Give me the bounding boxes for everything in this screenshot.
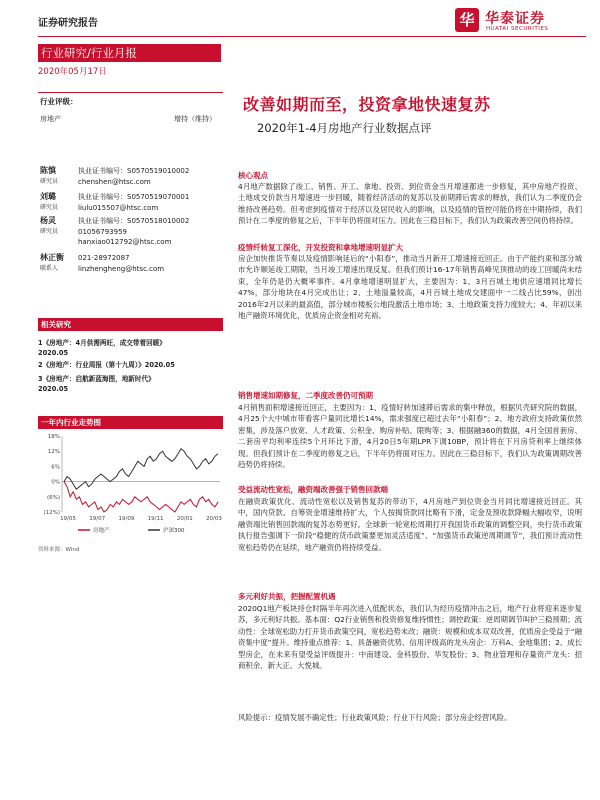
paragraph: 4月销售面积增速接近回正，主要因为：1、疫情好转加速滞后需求的集中释放，根据贝壳研究院的数据，4月25个大中城市带看客户量同比增长14%，需求强度已超过去年“小阳春”；2、地方政府支持政策依然密集，涉及落户放宽、人才政策、公积金、购房补贴、限购等；3、根据融360的数据，4月全国首套房、二套房平均利率连续5个月环比下滑，4月20日5年期LPR下调10BP，预计将在下月房贷利率上继续体现。但我们预计在二季度的修复之后，下半年仍将面对压力。因此在三稳目标下，我们认为政策调期改善趋势仍将持续。 [238, 403, 582, 470]
risk-warning [238, 712, 582, 723]
series-line-realestate [64, 482, 218, 512]
section-heading: 核心观点 [238, 171, 268, 180]
y-tick-label: 12% [47, 449, 60, 456]
y-tick-label: (6%) [46, 494, 60, 501]
analyst-role: 研究员 [40, 178, 59, 185]
y-tick-label: 18% [47, 434, 60, 440]
analyst-role: 联系人 [40, 265, 59, 272]
section-body [238, 253, 582, 321]
analyst-email[interactable]: chenshen@htsc.com [78, 177, 151, 186]
legend-label: 房地产 [93, 528, 110, 534]
report-title: 改善如期而至，投资拿地快速复苏 [243, 95, 491, 114]
analyst-role: 研究员 [40, 204, 59, 211]
section-heading: 多元利好共振，把握配置机遇 [238, 592, 336, 601]
analyst-name: 林正衡 [40, 253, 64, 262]
logo-name-cn: 华泰证券 [485, 11, 545, 27]
analyst-email[interactable]: liulu015507@htsc.com [78, 203, 159, 212]
section-body [238, 402, 582, 470]
x-tick-label: 19/05 [60, 516, 76, 522]
rating-heading: 行业评级： [40, 97, 78, 106]
analyst-role: 研究员 [40, 228, 59, 235]
section-heading: 受益流动性宽松，融资端改善强于销售回款端 [238, 485, 388, 494]
series-line-hs300 [64, 449, 218, 490]
analyst-name: 杨灵 [40, 216, 56, 225]
related-item[interactable] [38, 374, 228, 394]
x-tick-label: 19/11 [147, 516, 164, 522]
paragraph: 在融资政策优化、流动性宽松以及销售复苏的带动下，4月房地产到位资金当月同比增速接近回正。其中，国内贷款、自筹资金增速维持扩大，个人按揭贷款同比略有下滑，定金及预收款降幅大幅收窄，说明融资端比销售回款端的复苏态势更好。全球新一轮宽松周期打开我国货币政策的调整空间，央行货币政策执行报告强调下一阶段“稳健的货币政策要更加灵活适度”、“加强货币政策逆周期调节”，我们预计流动性宽松趋势仍在延续，地产融资仍将持续受益。 [238, 497, 582, 552]
related-item-title: 2《房地产：行业周报（第十九周）》2020.05 [38, 361, 175, 369]
chart-source: 资料来源：Wind [38, 547, 80, 553]
analyst-email[interactable]: linzhengheng@htsc.com [78, 264, 165, 273]
analyst-license: 执业证书编号：S0570519010002 [78, 167, 190, 175]
related-item[interactable] [38, 338, 228, 358]
section-heading: 疫情纤转复工深化，开发投资和拿地增速明显扩大 [238, 243, 403, 252]
logo-mark-icon: 华 [455, 8, 479, 32]
analyst-name: 刘璐 [40, 192, 56, 201]
analyst-email[interactable]: hanxiao012792@htsc.com [78, 238, 172, 246]
x-tick-label: 20/01 [176, 516, 193, 522]
header-rule [38, 36, 586, 37]
legend-label: 沪深300 [163, 528, 185, 534]
logo-name-en: HUATAI SECURITIES [486, 26, 549, 32]
sidebar-rule [38, 92, 223, 93]
related-item-date: 2020.05 [38, 385, 69, 393]
x-tick-label: 19/09 [118, 516, 135, 522]
related-item-title: 3《房地产：启航新蓝海图，地新时代》 [38, 375, 155, 383]
report-date: 2020年05月17日 [38, 67, 107, 77]
section-body [238, 181, 582, 227]
x-tick-label: 20/03 [206, 516, 222, 522]
paragraph: 房企加快推货节奏以及疫情影响延后的“小阳春”，推动当月新开工增速接近回正。由于产能约束和部分城市允许顺延竣工期限，当月竣工增速出现反复。但我们预计16-17年销售高峰见顶推动的竣工回暖尚未结束，全年仍是仍大概率事件。4月拿地增速明显扩大，主要因为：1、3月百城土地供应速增同比增长47%，部分地块在4月完成出让；2、土地溢量较高，4月百城土地成交建面中一二线占比59%，创出2016年2月以来的最高值，部分城市楼板公地段激活土地市场；3、土地政策支持力度较大；4、年初以来地产融资环境优化，优质房企资金相对充裕。 [238, 254, 582, 321]
related-research-heading: 相关研究 [38, 318, 223, 331]
paragraph: 4月地产数据除了竣工、销售、开工、拿地、投资、到位资金当月增速都进一步修复，其中房地产投资、土地成交价款当月增速进一步回暖，随着经济活动的复苏以及前期滞后需求的释放，我们认为二季度仍会维持改善趋势。但考虑到疫情对于经济以及居民收入的影响，以及疫情的管控可能仍将在中期持续，我们预计在二季度的修复之后，下半年仍将面对压力。因此在三稳目标下，我们认为政策改善空间仍将持续。 [238, 182, 582, 226]
report-type: 行业研究/行业月报 [38, 44, 221, 62]
trend-chart-heading: 一年内行业走势图 [38, 416, 223, 429]
y-tick-label: (12%) [43, 510, 60, 516]
analyst-phone: 021-28972087 [78, 254, 130, 262]
section-body [238, 603, 582, 671]
analyst-license: 执业证书编号：S0570518010002 [78, 217, 190, 225]
related-item[interactable] [38, 360, 228, 370]
trend-chart [38, 432, 224, 538]
rating-value: 增持（维持） [174, 115, 216, 123]
y-tick-label: 6% [51, 464, 60, 471]
brand-label: 证券研究报告 [38, 18, 98, 29]
y-tick-label: 0% [51, 479, 60, 486]
company-logo [455, 8, 585, 36]
analyst-phone: 01056793959 [78, 227, 127, 236]
related-item-title: 1《房地产：4月供需两旺，成交带着回暖》 [38, 339, 166, 347]
paragraph: 2020Q1地产板块持仓时隔半年再次进入低配状态，我们认为经历疫情冲击之后，地产行业将迎来逐步复苏，多元利好共振。基本面：Q2行业销售和投资修复维持惯性；调控政策：逆周期调节叫护三稳预期；流动性：全球宽松助力打开货币政策空间，宽松趋势未改；融资：规模和成本双双改善，优质房企受益于“融资集中度”提升。维持重点推荐：1、具备融资优势、信用评级高的龙头房企：万科A、金地集团；2、成长型房企，在未来有望受益评级提升：中南建设、金科股份、华发股份；3、物业管理和存量资产龙头：招商积余、新大正、大悦城。 [238, 604, 582, 671]
x-tick-label: 19/07 [89, 516, 106, 522]
section-body [238, 496, 582, 553]
analyst-license: 执业证书编号：S0570519070001 [78, 193, 190, 201]
rating-row [40, 114, 220, 124]
analyst-name: 陈慎 [40, 166, 56, 175]
section-heading: 销售增速如期修复，二季度改善仍可预期 [238, 391, 373, 400]
industry-name: 房地产 [40, 115, 61, 123]
paragraph: 风险提示：疫情发展不确定性；行业政策风险；行业下行风险；部分房企经营风险。 [238, 713, 512, 722]
report-subtitle: 2020年1-4月房地产行业数据点评 [257, 121, 432, 135]
related-item-date: 2020.05 [38, 349, 69, 357]
